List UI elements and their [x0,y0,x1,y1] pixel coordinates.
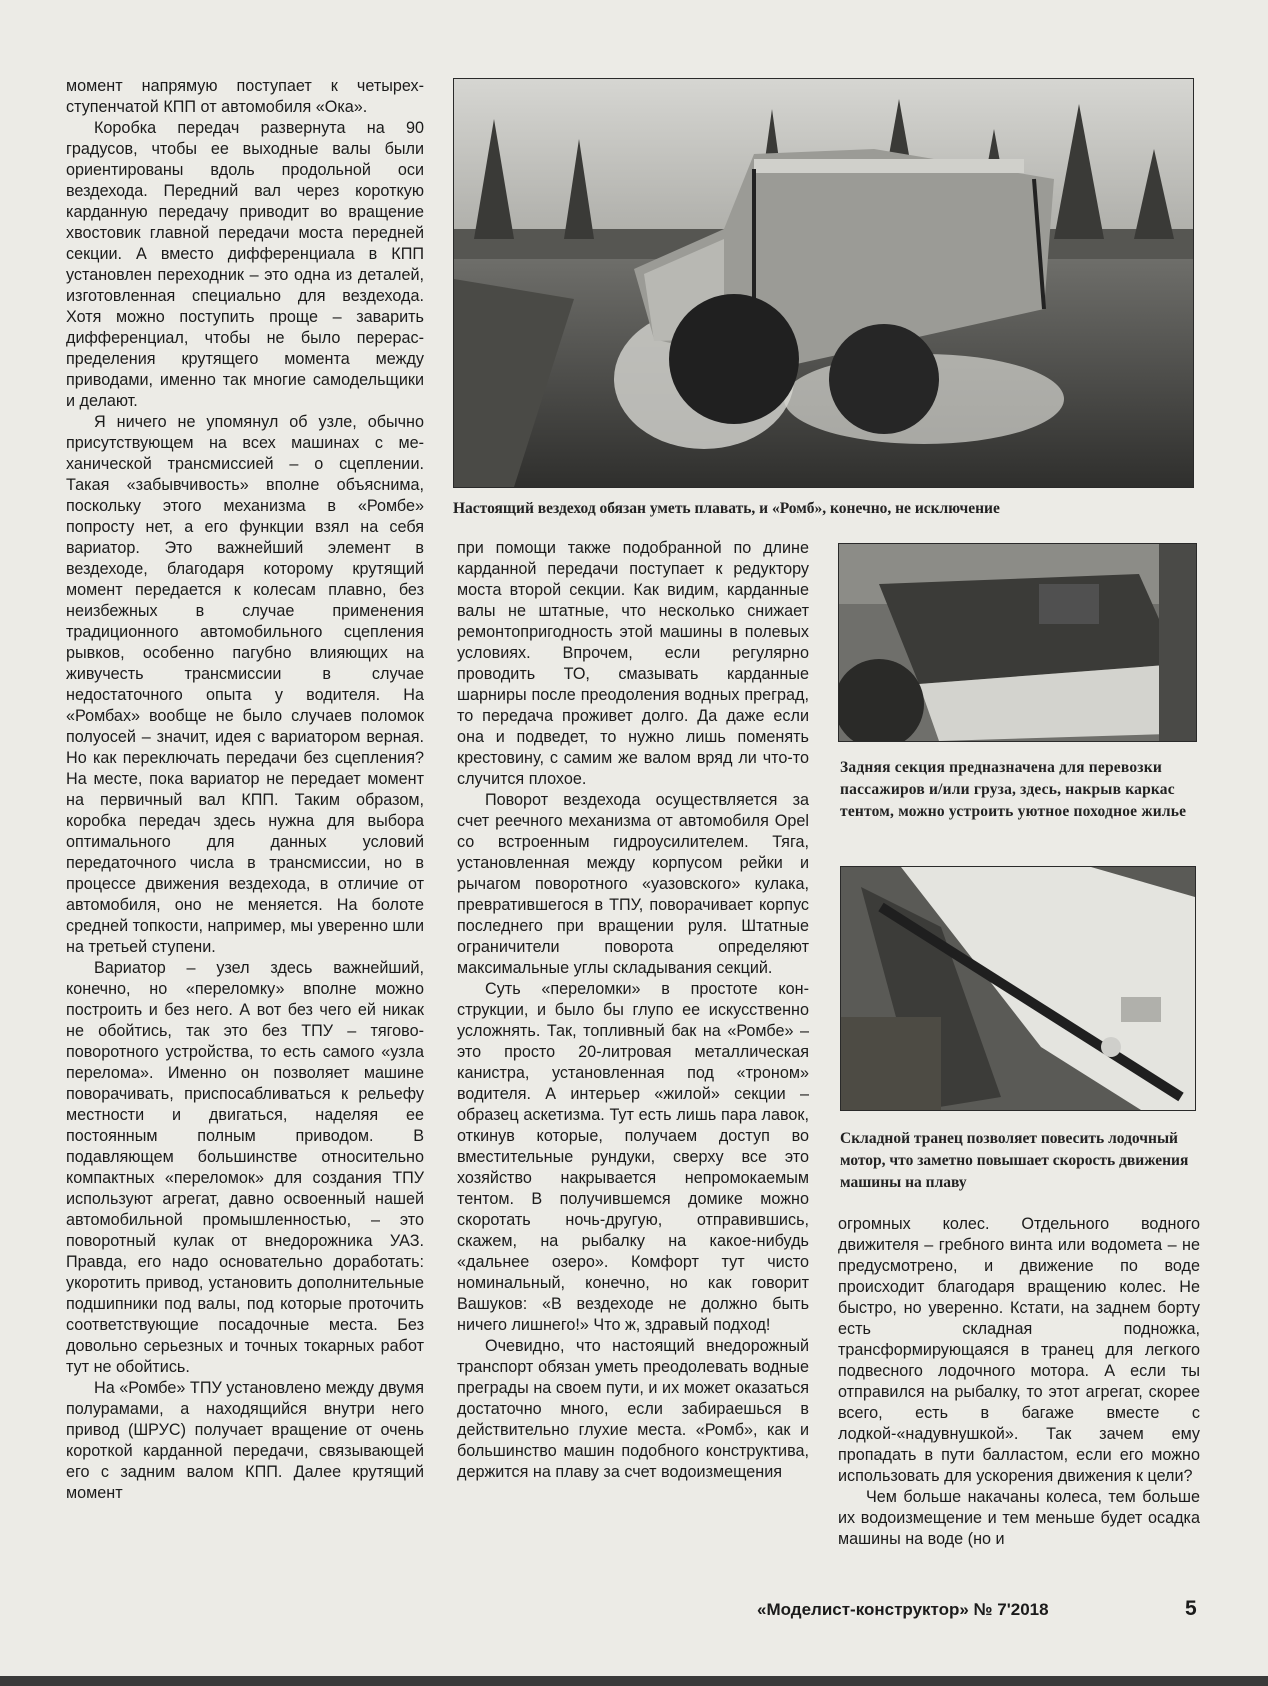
rear-section-image [839,544,1196,741]
vehicle-water-image [454,79,1193,487]
caption-rear-section: Задняя секция предназначена для перевозки пассажиров и/или груза, здесь, накрыв каркас тентом, можно устроить уютное походное жилье [840,759,1187,820]
transom-image [841,867,1195,1110]
text-column-3 [838,1214,1200,1550]
caption-transom: Складной транец позволяет повесить лодочный мотор, что заметно повышает скорость движения машины на плаву [840,1130,1189,1191]
paragraph: огромных колес. Отдельного водного движителя – гребного винта или водомета – не предусмотрено, и движение по воде происходит благодаря вращению колес. Не быстро, но уверенно. Кстати, на заднем борту есть складная подножка, трансформирующаяся в транец для легкого подвесного лодочного мотора. А если ты отправился на рыбалку, то этот агрегат, скорее всего, есть в багаже вместе с лодкой-«надувнушкой». Так зачем ему пропадать в пути балластом, если его можно использовать для ускорения движения к цели? [838,1215,1200,1485]
footer-magazine-title: «Моделист-конструктор» № 7'2018 [757,1600,1049,1619]
scan-bottom-edge [0,1676,1268,1686]
paragraph: при помощи также подобранной по длине карданной передачи поступает к редуктору моста второй секции. Как видим, карданные валы не штатные, что несколько снижает ремонтопригодность этой машины в полевых условиях. Впрочем, если регулярно проводить ТО, смазывать карданные шарниры после преодоления водных преград, то передача проживет долго. Да даже если она и подведет, то нужно лишь поменять крестовину, с самим же валом вряд ли что-то случится плохое. [457,539,809,788]
page-number: 5 [1185,1597,1197,1620]
paragraph: Поворот вездехода осуществляется за счет реечного механизма от автомобиля Opel со встроенным гидроусилителем. Тяга, установленная между корпусом рейки и рычагом поворотного «уазовского» кулака, превратившегося в ТПУ, поворачивает корпус последнего при вращении руля. Штатные ограничители поворота определяют максимальные углы складывания секций. [457,791,809,977]
text-column-1 [66,76,424,1504]
caption-main-photo: Настоящий вездеход обязан уметь плавать, и «Ромб», конечно, не исключение [453,500,1000,517]
paragraph: Коробка передач развернута на 90 градусов, чтобы ее выходные валы были ориентированы вдоль продольной оси вездехода. Передний вал через короткую карданную передачу приводит во вращение хвостовик главной передачи моста передней секции. А вместо дифференциала в КПП установлен переходник – это одна из деталей, изготовленная специально для вездехода. Хотя можно поступить проще – заварить дифференциал, чтобы не было перераспределения крутящего момента между приводами, именно так многие самодельщики и делают. [66,119,424,410]
paragraph: Я ничего не упомянул об узле, обычно присутствующем на всех машинах с механической трансмиссией – о сцеплении. Такая «забывчивость» вполне объяснима, поскольку этого механизма в «Ромбе» попросту нет, а его функции взял на себя вариатор. Это важнейший элемент в вездеходе, благодаря которому крутящий момент передается к колесам плавно, без неизбежных в случае применения традиционного автомобильного сцепления рывков, особенно пагубно влияющих на живучесть трансмиссии в случае недостаточного опыта у водителя. На «Ромбах» вообще не было случаев поломок полуосей – значит, идея с вариатором верная. Но как переключать передачи без сцепления? На месте, пока вариатор не передает момент на первичный вал КПП. Таким образом, коробка передач здесь нужна для выбора оптимального для данных условий передаточного числа в трансмиссии, но в процессе движения вездехода, в отличие от автомобиля, оно не меняется. На болоте средней топкости, например, мы уверенно шли на третьей ступени. [66,413,424,956]
paragraph: Суть «переломки» в простоте конструкции, и было бы глупо ее искусственно усложнять. Так, топливный бак на «Ромбе» – это просто 20-литровая металлическая канистра, установленная под «троном» водителя. А интерьер «жилой» секции – образец аскетизма. Тут есть лишь пара лавок, откинув которые, получаем доступ во вместительные рундуки, сверху все это хозяйство накрывается непромокаемым тентом. В получившемся домике можно скоротать ночь-другую, отправившись, скажем, на рыбалку на какое-нибудь «дальнее озеро». Комфорт тут чисто номинальный, конечно, но как говорит Вашуков: «В вездеходе не должно быть ничего лишнего!» Что ж, здравый подход! [457,980,809,1334]
photo-folding-transom [840,866,1196,1111]
paragraph: момент напрямую поступает к четырехступенчатой КПП от автомобиля «Ока». [66,77,424,116]
photo-vehicle-in-water [453,78,1194,488]
paragraph: На «Ромбе» ТПУ установлено между двумя полурамами, а находящийся внутри него привод (ШРУС) получает вращение от очень короткой карданной передачи, связывающей его с задним валом КПП. Далее крутящий момент [66,1379,424,1502]
paragraph: Чем больше накачаны колеса, тем больше их водоизмещение и тем меньше будет осадка машины на воде (но и [838,1488,1200,1548]
photo-rear-section [838,543,1197,742]
paragraph: Вариатор – узел здесь важнейший, конечно, но «переломку» вполне можно построить и без него. А вот без чего ей никак не обойтись, так это без ТПУ – тягово-поворотного устройства, то есть самого «узла перелома». Именно он позволяет машине поворачивать, приспосабливаться к рельефу местности и двигаться, наделяя ее постоянным полным приводом. В подавляющем большинстве относительно компактных «переломок» для создания ТПУ используют агрегат, давно освоенный нашей автомобильной промышленностью, – это поворотный кулак от внедорожника УАЗ. Правда, его надо основательно доработать: укоротить привод, установить дополнительные подшипники под валы, под которые проточить соответствующие посадочные места. Без довольно серьезных и точных токарных работ тут не обойтись. [66,959,424,1376]
paragraph: Очевидно, что настоящий внедорожный транспорт обязан уметь преодолевать водные преграды на своем пути, и их может оказаться достаточно много, если забираешься в действительно глухие места. «Ромб», как и большинство машин подобного конструктива, держится на плаву за счет водоизмещения [457,1337,809,1481]
text-column-2 [457,538,809,1483]
